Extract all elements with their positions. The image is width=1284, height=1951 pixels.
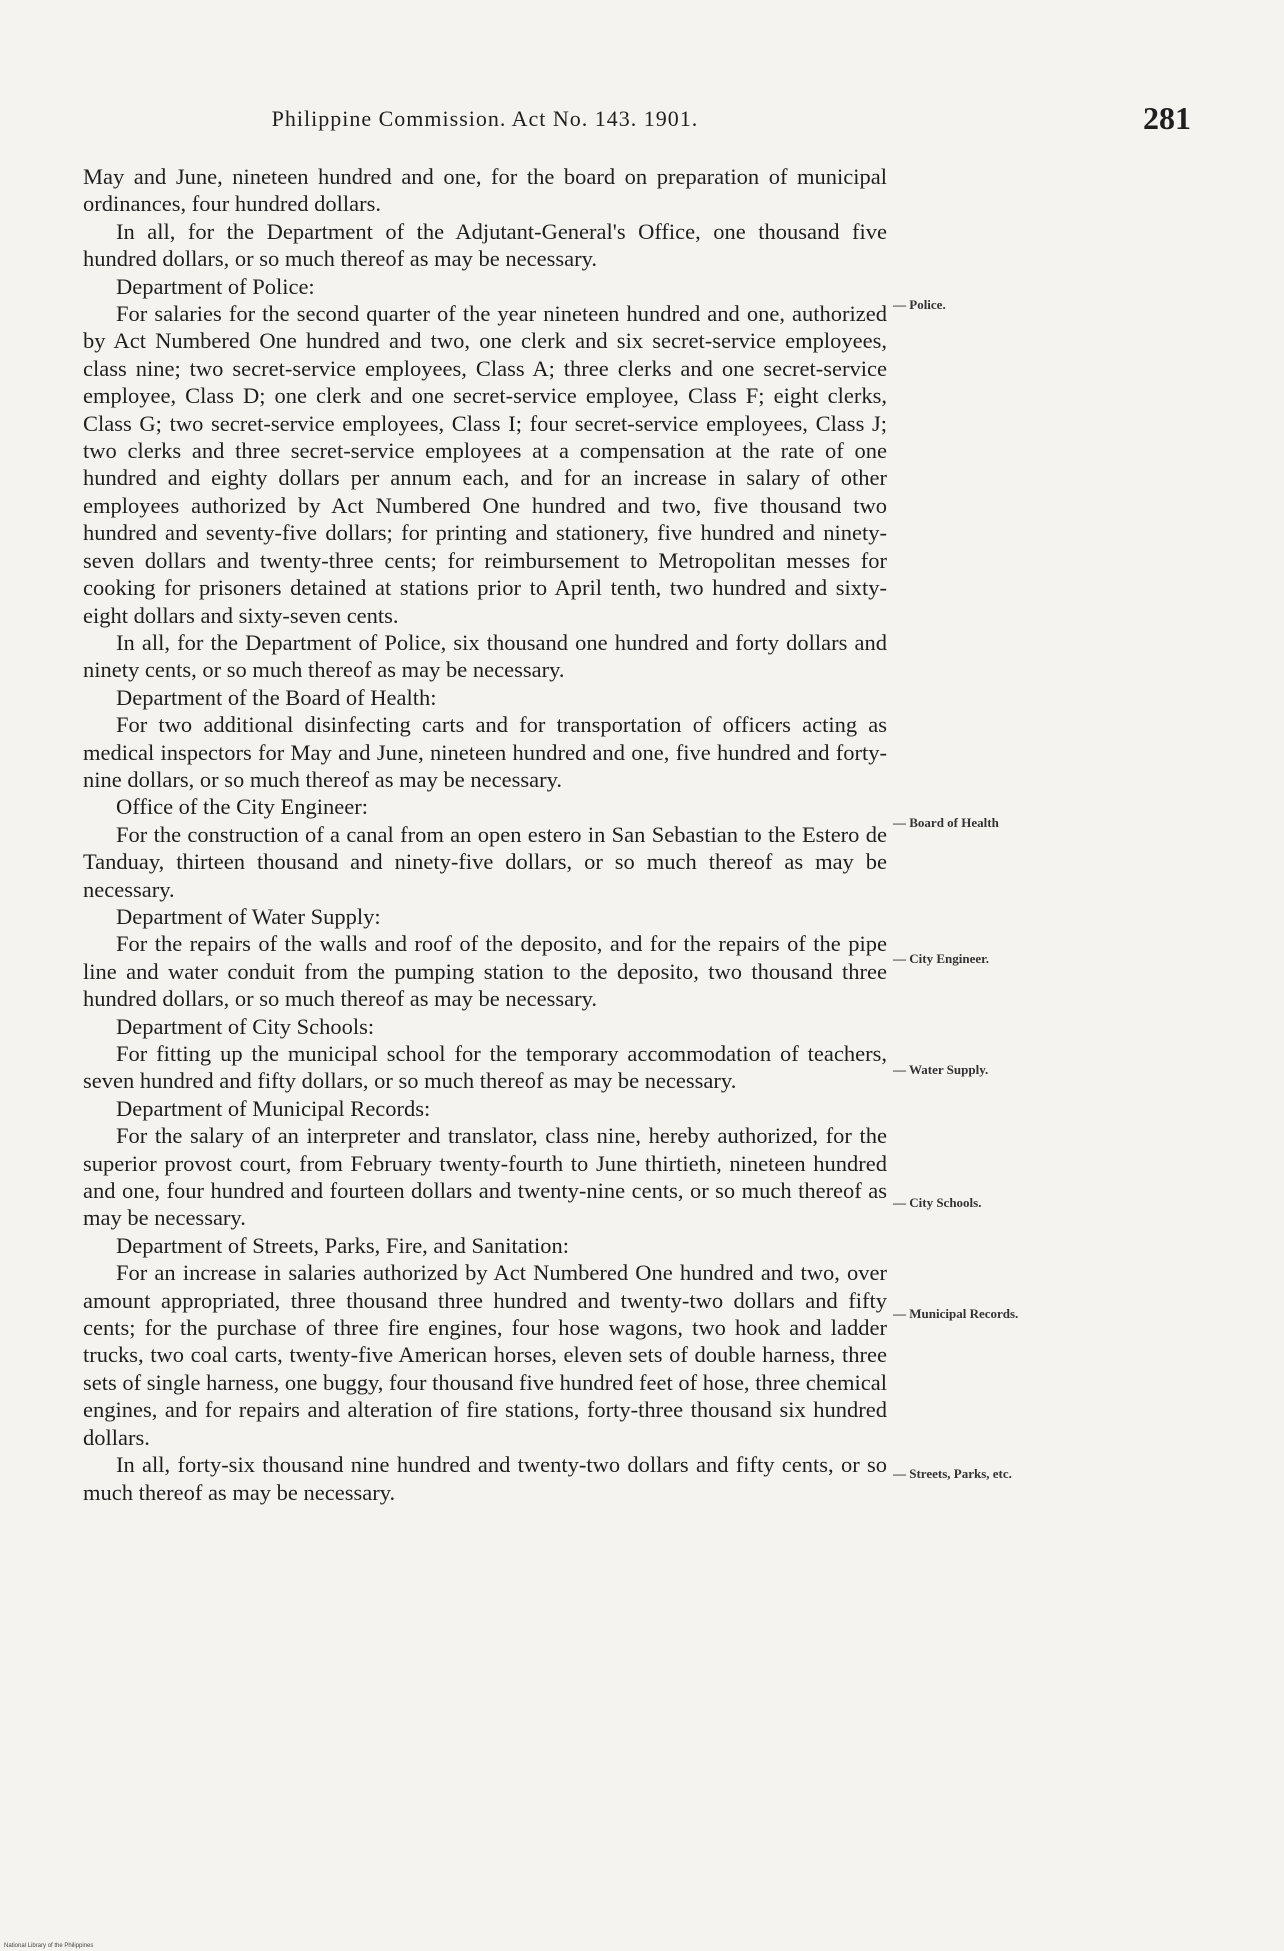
margin-note-streets-parks: — Streets, Parks, etc. xyxy=(893,1466,1012,1481)
section-heading-municipal-records: Department of Municipal Records: xyxy=(116,1095,431,1121)
margin-note-municipal-records: — Municipal Records. xyxy=(893,1306,1019,1321)
body-text xyxy=(83,163,887,1506)
paragraph-police-total: In all, for the Department of Police, six thousand one hundred and forty dollars and ninety cents, or so much thereof as may be necessary. xyxy=(83,629,887,683)
section-heading-city-engineer: Office of the City Engineer: xyxy=(116,794,369,820)
paragraph-adjutant-total: In all, for the Department of the Adjutant-General's Office, one thousand five hundred dollars, or so much thereof as may be necessary. xyxy=(83,218,887,272)
section-heading-police: Department of Police: xyxy=(116,273,315,299)
paragraph-streets-parks: For an increase in salaries authorized by Act Numbered One hundred and two, over amount appropriated, three thousand three hundred and twenty-two dollars and fifty cents; for the purchase of three fire engines, four hose wagons, two hook and ladder trucks, two coal carts, twenty-five American horses, eleven sets of double harness, three sets of single harness, one buggy, four thousand five hundred feet of hose, three chemical engines, and for repairs and alteration of fire stations, forty-three thousand six hundred dollars. xyxy=(83,1260,887,1450)
running-head: Philippine Commission. Act No. 143. 1901. xyxy=(271,106,699,131)
page-number: 281 xyxy=(1143,100,1191,136)
paragraph-police-salaries: For salaries for the second quarter of the year nineteen hundred and one, authorized by Act Numbered One hundred and two, one clerk and six secret-service employees, class nine; two secret-service employees, Class A; three clerks and one secret-service employee, Class D; one clerk and one secret-service employee, Class F; eight clerks, Class G; two secret-service employees, Class I; four secret-service employees, Class J; two clerks and three secret-service employees at a compensation at the rate of one hundred and eighty dollars per annum each, and for an increase in salary of other employees authorized by Act Numbered One hundred and two, five thousand two hundred and seventy-five dollars; for printing and stationery, five hundred and ninety-seven dollars and twenty-three cents; for reimbursement to Metropolitan messes for cooking for prisoners detained at stations prior to April tenth, two hundred and sixty-eight dollars and sixty-seven cents. xyxy=(83,301,887,628)
margin-note-city-engineer: — City Engineer. xyxy=(893,951,989,966)
section-heading-streets-parks: Department of Streets, Parks, Fire, and Sanitation: xyxy=(116,1232,570,1258)
section-heading-water-supply: Department of Water Supply: xyxy=(116,903,381,929)
section-heading-board-of-health: Department of the Board of Health: xyxy=(116,684,437,710)
paragraph-city-schools: For fitting up the municipal school for the temporary accommodation of teachers, seven hundred and fifty dollars, or so much thereof as may be necessary. xyxy=(83,1041,887,1094)
paragraph-city-engineer: For the construction of a canal from an open estero in San Sebastian to the Estero de Tanduay, thirteen thousand and ninety-five dollars, or so much thereof as may be necessary. xyxy=(83,821,887,902)
scan-credit-footer: National Library of the Philippines xyxy=(4,1943,94,1949)
margin-note-city-schools: — City Schools. xyxy=(893,1195,982,1210)
margin-note-board-of-health: — Board of Health xyxy=(893,815,999,830)
paragraph-continuation: May and June, nineteen hundred and one, for the board on preparation of municipal ordinances, four hundred dollars. xyxy=(83,164,887,217)
margin-note-water-supply: — Water Supply. xyxy=(893,1062,989,1077)
paragraph-streets-total: In all, forty-six thousand nine hundred and twenty-two dollars and fifty cents, or so much thereof as may be necessary. xyxy=(83,1452,887,1505)
paragraph-water-supply: For the repairs of the walls and roof of the deposito, and for the repairs of the pipe line and water conduit from the pumping station to the deposito, two thousand three hundred dollars, or so much thereof as may be necessary. xyxy=(83,931,887,1012)
margin-note-police: — Police. xyxy=(893,297,946,312)
paragraph-municipal-records: For the salary of an interpreter and translator, class nine, hereby authorized, for the superior provost court, from February twenty-fourth to June thirtieth, nineteen hundred and one, four hundred and fourteen dollars and twenty-nine cents, or so much thereof as may be necessary. xyxy=(83,1123,887,1231)
paragraph-board-of-health: For two additional disinfecting carts and for transportation of officers acting as medical inspectors for May and June, nineteen hundred and one, five hundred and forty-nine dollars, or so much thereof as may be necessary. xyxy=(83,712,887,792)
section-heading-city-schools: Department of City Schools: xyxy=(116,1013,375,1039)
